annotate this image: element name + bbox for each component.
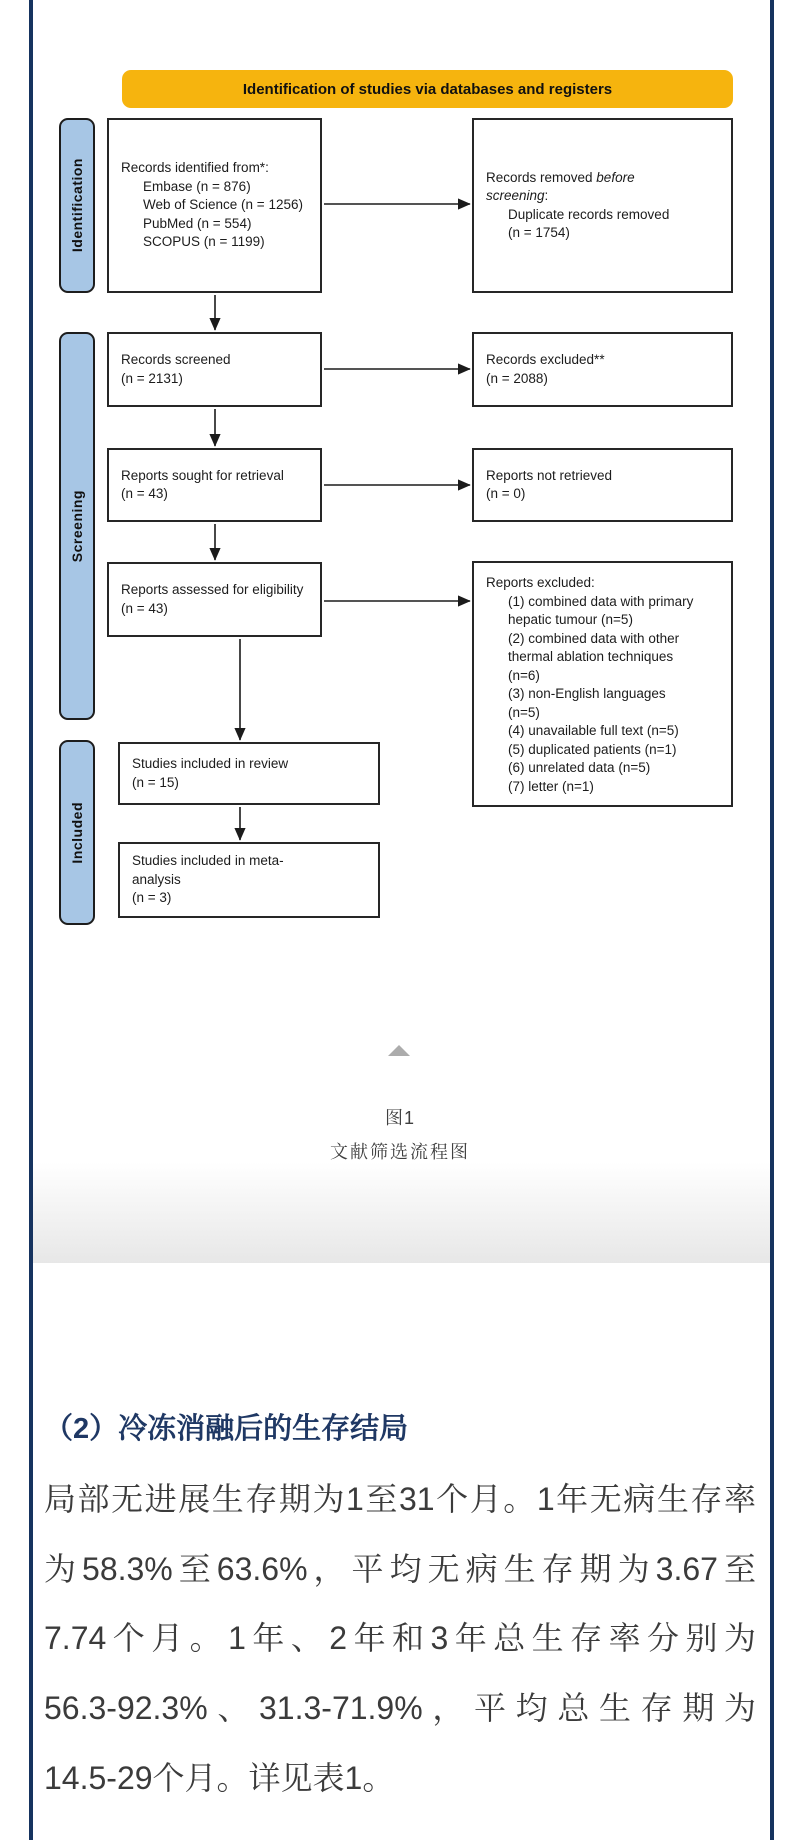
box-item: SCOPUS (n = 1199) [143, 234, 265, 250]
box-line: (n = 2088) [486, 370, 548, 386]
box-line: Records screened [121, 352, 231, 367]
figure-number: 图1 [384, 1108, 415, 1128]
prisma-banner [122, 70, 733, 108]
box-item: (1) combined data with primary hepatic tumour (n=5) [508, 593, 694, 627]
collapse-arrow-icon[interactable] [388, 1045, 410, 1056]
box-line: (n = 43) [121, 600, 168, 616]
box-title: Records removed before screening: [486, 169, 635, 203]
flow-box-reports-excluded-reasons [472, 561, 733, 807]
box-item: Embase (n = 876) [143, 178, 251, 194]
figure-caption: 文献筛选流程图 [330, 1142, 470, 1162]
stage-label-screening: Screening [59, 332, 95, 720]
box-line: Reports assessed for eligibility [121, 582, 304, 597]
box-item: (5) duplicated patients (n=1) [508, 741, 677, 757]
box-line: (n = 15) [132, 774, 179, 790]
flow-box-included-meta [118, 842, 380, 918]
prisma-banner-label: Identification of studies via databases and registers [242, 80, 613, 98]
box-line: Records excluded** [486, 352, 605, 367]
box-line: Reports sought for retrieval [121, 467, 284, 483]
box-line: (n = 43) [121, 486, 168, 501]
box-line: Reports not retrieved [486, 467, 613, 483]
box-item: Web of Science (n = 1256) [143, 197, 303, 213]
box-line: Studies included in meta-analysis [132, 853, 284, 887]
paragraph-line: 为58.3%至63.6%，平均无病生存期为3.67至 [44, 1551, 756, 1587]
flow-box-records-excluded [472, 332, 733, 407]
box-item: (7) letter (n=1) [508, 778, 594, 794]
paragraph-line: 7.74个月。1年、2年和3年总生存率分别为 [44, 1620, 756, 1656]
flow-box-included-review [118, 742, 380, 805]
box-title: Reports excluded: [486, 575, 595, 590]
box-item: Duplicate records removed (n = 1754) [508, 206, 670, 240]
emphasis-text: before screening [486, 169, 635, 203]
box-line: Studies included in review [132, 756, 289, 771]
flow-box-reports-assessed [107, 562, 322, 637]
box-item: (6) unrelated data (n=5) [508, 760, 651, 775]
box-line: (n = 0) [486, 486, 526, 501]
stage-label-included: Included [59, 740, 95, 925]
flow-box-records-identified [107, 118, 322, 293]
box-item: (4) unavailable full text (n=5) [508, 723, 679, 738]
box-title: Records identified from*: [121, 160, 269, 176]
stage-label-identification: Identification [59, 118, 95, 293]
right-border-line [770, 0, 774, 1840]
flow-box-records-removed [472, 118, 733, 293]
paragraph-line: 56.3-92.3%、31.3-71.9%，平均总生存期为 [44, 1690, 756, 1726]
fade-divider [33, 1162, 770, 1263]
paragraph-line: 14.5-29个月。详见表1。 [44, 1760, 395, 1796]
box-item: (3) non-English languages (n=5) [508, 686, 666, 720]
left-border-line [29, 0, 33, 1840]
box-line: (n = 3) [132, 890, 172, 906]
flow-box-reports-sought [107, 448, 322, 522]
paragraph-line: 局部无进展生存期为1至31个月。1年无病生存率 [44, 1481, 756, 1517]
section-heading: （2）冷冻消融后的生存结局 [44, 1413, 409, 1445]
box-item: (2) combined data with other thermal ablation techniques (n=6) [508, 630, 680, 683]
box-line: (n = 2131) [121, 370, 183, 386]
flow-box-records-screened [107, 332, 322, 407]
box-item: PubMed (n = 554) [143, 215, 252, 231]
flow-box-reports-not-retrieved [472, 448, 733, 522]
